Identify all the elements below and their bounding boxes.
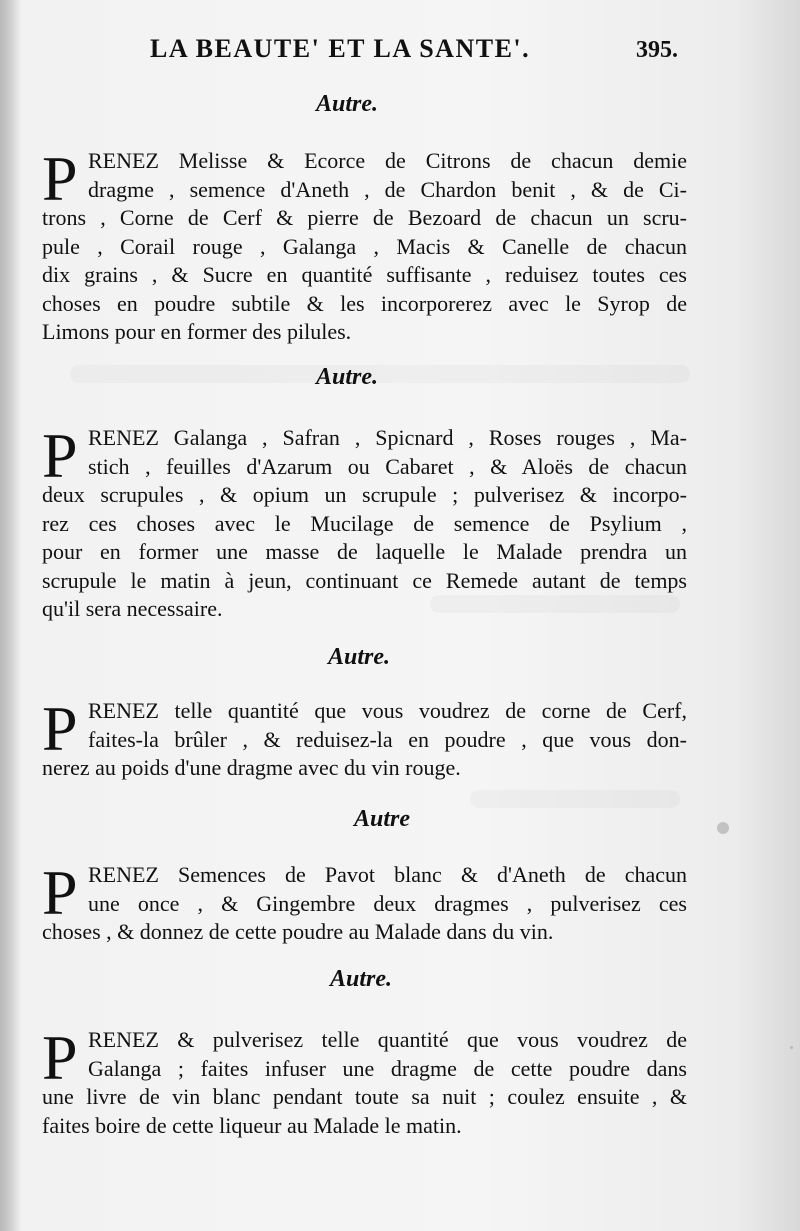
text-line: qu'il sera necessaire. xyxy=(42,596,223,621)
text-line: une livre de vin blanc pendant toute sa nuit ; coulez ensuite , & xyxy=(42,1084,687,1109)
text-line: RENEZ Semences de Pavot blanc & d'Aneth de chacun xyxy=(88,862,687,887)
running-head-title: LA BEAUTE' ET LA SANTE'. xyxy=(150,34,531,63)
text-line: pule , Corail rouge , Galanga , Macis & Canelle de chacun xyxy=(42,233,687,259)
recipe-heading: Autre. xyxy=(316,91,379,117)
show-through-text xyxy=(470,790,680,808)
recipe-paragraph xyxy=(42,420,687,624)
text-line: RENEZ & pulverisez telle quantité que vous voudrez de xyxy=(88,1027,687,1052)
recipe-paragraph xyxy=(42,143,687,347)
recipe-heading: Autre xyxy=(354,806,411,832)
text-line: choses , & donnez de cette poudre au Malade dans du vin. xyxy=(42,919,554,944)
text-line: RENEZ Galanga , Safran , Spicnard , Roses rouges , Ma- xyxy=(88,425,687,450)
text-line: stich , feuilles d'Azarum ou Cabaret , & Aloës de chacun xyxy=(88,453,687,479)
recipe-heading: Autre. xyxy=(328,644,391,670)
text-line: faites boire de cette liqueur au Malade le matin. xyxy=(42,1112,462,1138)
text-line: dix grains , & Sucre en quantité suffisante , reduisez toutes ces xyxy=(42,262,687,287)
text-line: dragme , semence d'Aneth , de Chardon benit , & de Ci- xyxy=(88,176,687,202)
text-line: faites-la brûler , & reduisez-la en poudre , que vous don- xyxy=(88,726,687,752)
text-line: rez ces choses avec le Mucilage de semence de Psylium , xyxy=(42,510,687,536)
drop-cap: P xyxy=(42,857,78,928)
page-number: 395. xyxy=(636,37,678,63)
text-line: nerez au poids d'une dragme avec du vin rouge. xyxy=(42,755,461,780)
recipe-paragraph xyxy=(42,693,687,783)
text-line: Galanga ; faites infuser une dragme de cette poudre dans xyxy=(88,1055,687,1081)
text-line: deux scrupules , & opium un scrupule ; pulverisez & incorpo- xyxy=(42,482,687,507)
text-line: RENEZ telle quantité que vous voudrez de corne de Cerf, xyxy=(88,698,687,723)
drop-cap: P xyxy=(42,143,78,214)
recipe-heading: Autre. xyxy=(330,966,393,992)
recipe-paragraph xyxy=(42,857,687,947)
text-line: pour en former une masse de laquelle le Malade prendra un xyxy=(42,539,687,564)
paper-speck xyxy=(717,822,729,834)
text-line: choses en poudre subtile & les incorporerez avec le Syrop de xyxy=(42,290,687,316)
text-line: scrupule le matin à jeun, continuant ce Remede autant de temps xyxy=(42,567,687,593)
drop-cap: P xyxy=(42,693,78,764)
text-line: trons , Corne de Cerf & pierre de Bezoard de chacun un scru- xyxy=(42,205,687,230)
drop-cap: P xyxy=(42,420,78,491)
recipe-heading: Autre. xyxy=(316,364,379,390)
recipe-paragraph xyxy=(42,1022,687,1140)
gutter-shadow xyxy=(0,0,22,1231)
text-line: une once , & Gingembre deux dragmes , pulverisez ces xyxy=(88,890,687,916)
paper-speck xyxy=(790,1046,793,1049)
show-through-text xyxy=(70,365,690,383)
drop-cap: P xyxy=(42,1022,78,1093)
text-line: Limons pour en former des pilules. xyxy=(42,319,352,344)
text-line: RENEZ Melisse & Ecorce de Citrons de chacun demie xyxy=(88,148,687,173)
